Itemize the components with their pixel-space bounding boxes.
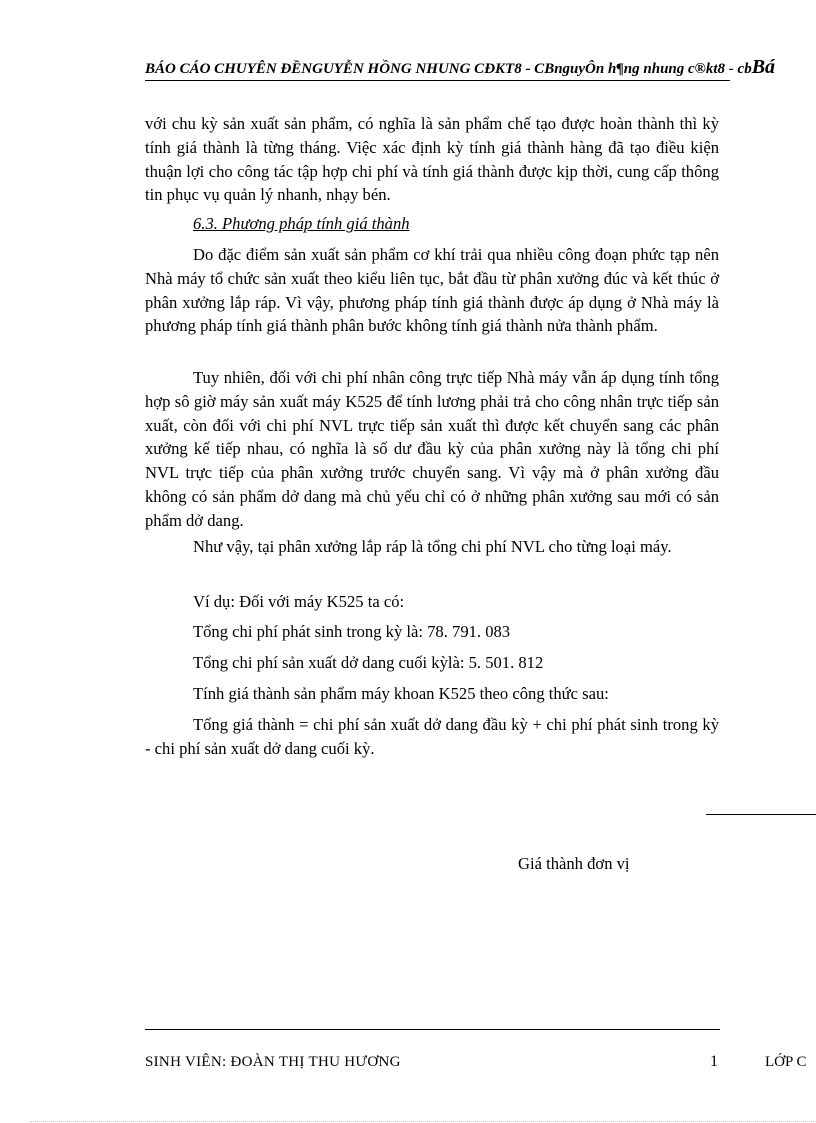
- footer-rule: [145, 1029, 720, 1030]
- formula-paragraph: Tổng giá thành = chi phí sản xuất dở dang đầu kỳ + chi phí phát sinh trong kỳ - chi phí sản xuất dở dang cuối kỳ.: [145, 715, 719, 758]
- paragraph-labor-cost: Tuy nhiên, đối với chi phí nhân công trực tiếp Nhà máy vẫn áp dụng tính tổng hợp sô giờ máy sản xuất máy K525 để tính lương phải trả cho công nhân trực tiếp sản xuất, còn đối với chi phí NVL trực tiếp sản xuất thì được kết chuyển sang các phân xưởng kế tiếp nhau, có nghĩa là số dư đầu kỳ của phân xưởng này là tổng chi phí NVL trực tiếp của phân xưởng trước chuyển sang. Vì vậy mà ở phân xưởng đầu không có sản phẩm dở dang mà chủ yếu chỉ có ở những phân xưởng sau mới có sản phẩm dở dang.: [145, 368, 719, 530]
- paragraph-assembly: Như vậy, tại phân xưởng lắp ráp là tổng chi phí NVL cho từng loại máy.: [193, 537, 672, 556]
- wip-cost-line: Tổng chi phí sản xuất dở dang cuối kỳlà: 5. 501. 812: [193, 653, 544, 672]
- example-intro: Ví dụ: Đối với máy K525 ta có:: [193, 592, 405, 611]
- paragraph-method: Do đặc điểm sản xuất sản phẩm cơ khí trải qua nhiều công đoạn phức tạp nên Nhà máy tổ chức sản xuất theo kiểu liên tục, bắt đầu từ phân xưởng đúc và kết thúc ở phân xưởng lắp ráp. Vì vậy, phương pháp tính giá thành được áp dụng ở Nhà máy là phương pháp tính giá thành phân bước không tính giá thành nửa thành phẩm.: [145, 245, 719, 336]
- page-bottom-dots: [30, 1121, 816, 1122]
- page-header: [145, 56, 816, 80]
- formula-intro: Tính giá thành sản phẩm máy khoan K525 theo công thức sau:: [193, 684, 609, 703]
- footer-class: LỚP C: [765, 1054, 807, 1070]
- header-rule: [145, 80, 730, 81]
- total-cost-line: Tổng chi phí phát sinh trong kỳ là: 78. 791. 083: [193, 622, 511, 641]
- header-text: BÁO CÁO CHUYÊN ĐỀNGUYỄN HỒNG NHUNG CĐKT8 - CBnguyÔn h¶ng nhung c®kt8 - cb: [145, 61, 752, 77]
- unit-cost-label: Giá thành đơn vị: [518, 854, 630, 873]
- header-tail: Bá: [751, 56, 776, 78]
- page-number: 1: [710, 1053, 718, 1070]
- fraction-rule: [706, 814, 816, 815]
- paragraph-cycle: với chu kỳ sản xuất sản phẩm, có nghĩa là sản phẩm chế tạo được hoàn thành thì kỳ tính giá thành là từng tháng. Việc xác định kỳ tính giá thành hàng đã tạo điều kiện thuận lợi cho công tác tập hợp chi phí và tính giá thành được kịp thời, cung cấp thông tin phục vụ quản lý nhanh, nhạy bén.: [145, 114, 719, 205]
- section-heading: 6.3. Phương pháp tính giá thành: [193, 214, 410, 233]
- footer-student: SINH VIÊN: ĐOÀN THỊ THU HƯƠNG: [145, 1054, 401, 1070]
